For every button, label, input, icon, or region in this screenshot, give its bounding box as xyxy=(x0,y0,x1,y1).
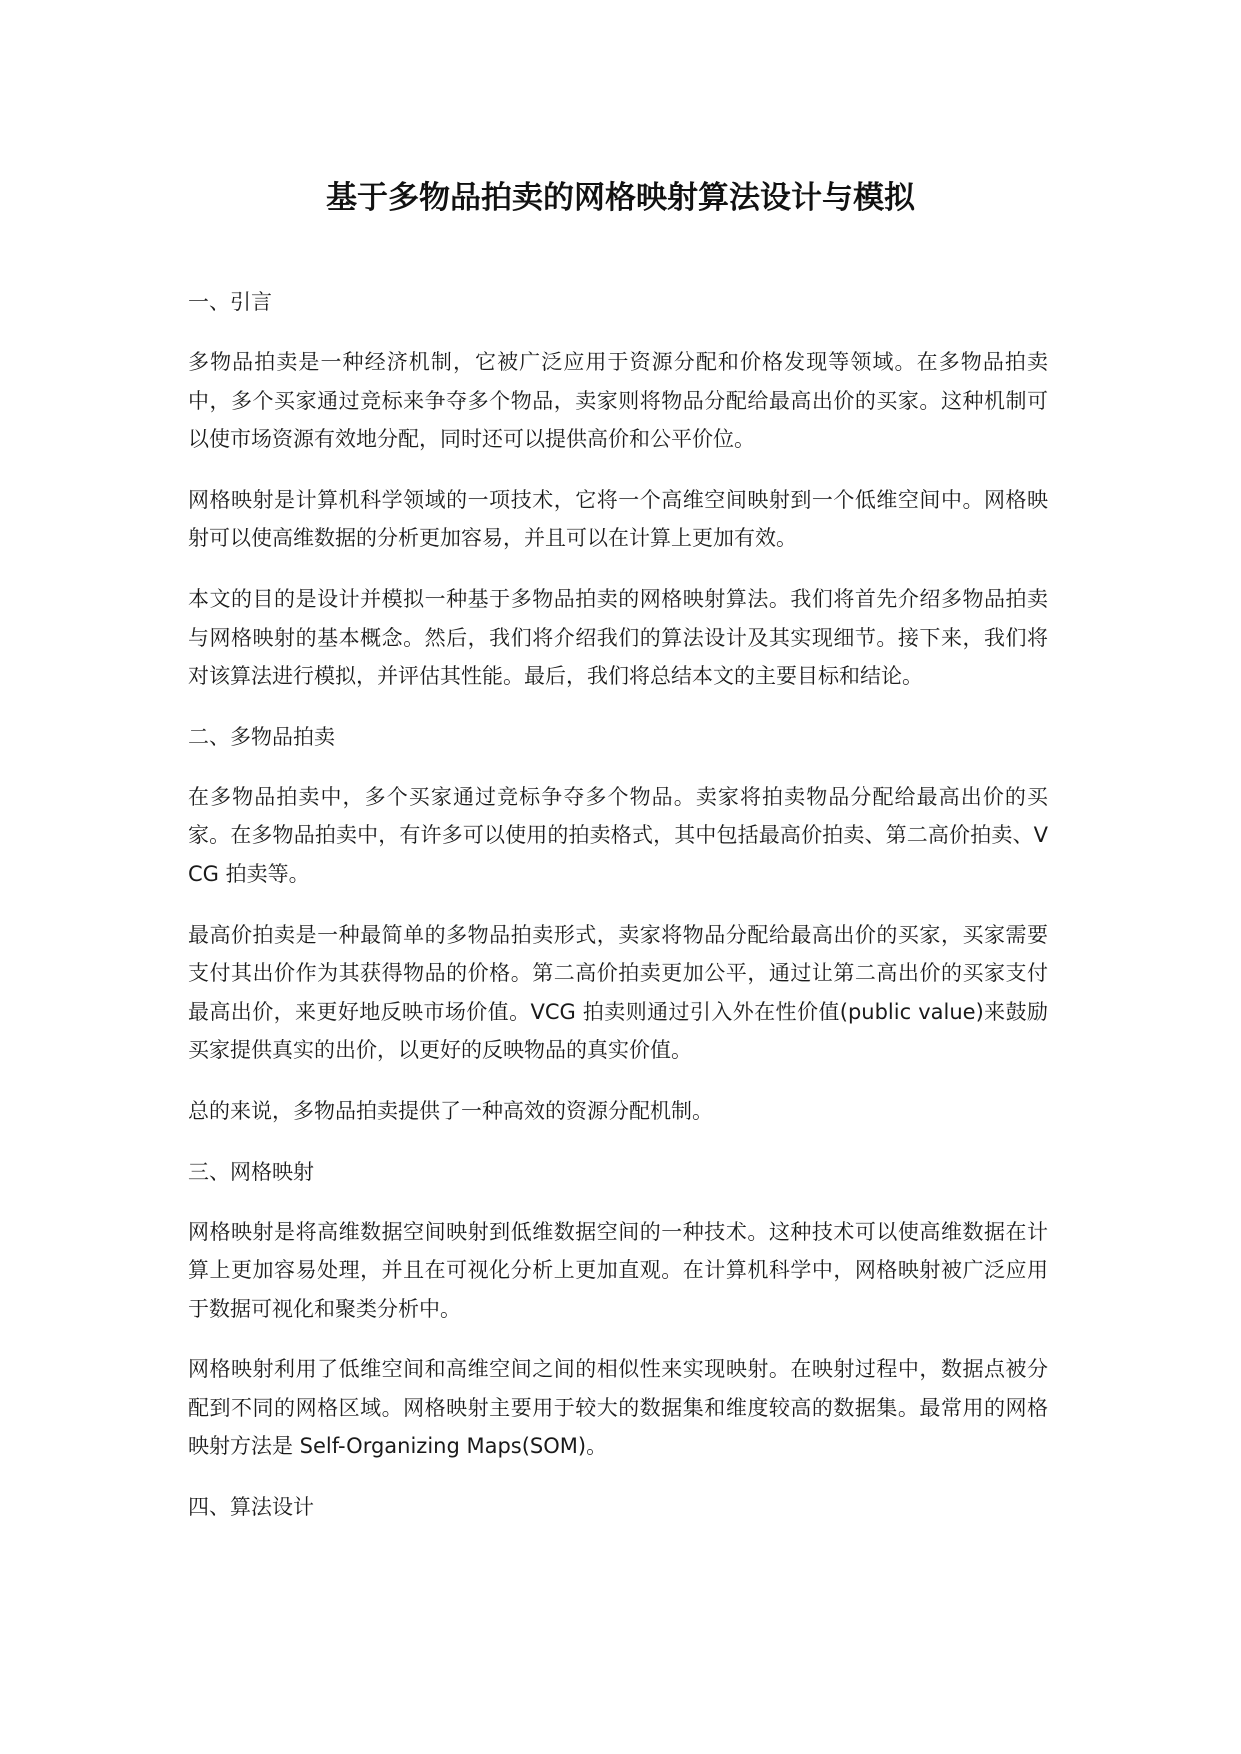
paragraph: 在多物品拍卖中，多个买家通过竞标争夺多个物品。卖家将拍卖物品分配给最高出价的买家。在多物品拍卖中，有许多可以使用的拍卖格式，其中包括最高价拍卖、第二高价拍卖、VCG 拍卖等。 xyxy=(188,784,1048,886)
paragraph: 最高价拍卖是一种最简单的多物品拍卖形式，卖家将物品分配给最高出价的买家，买家需要支付其出价作为其获得物品的价格。第二高价拍卖更加公平，通过让第二高出价的买家支付最高出价，来更好地反映市场价值。VCG 拍卖则通过引入外在性价值(public value)来鼓励买家提供真实的出价，以更好的反映物品的真实价值。 xyxy=(188,922,1048,1063)
paragraph: 网格映射是计算机科学领域的一项技术，它将一个高维空间映射到一个低维空间中。网格映射可以使高维数据的分析更加容易，并且可以在计算上更加有效。 xyxy=(188,487,1048,551)
paragraph: 网格映射是将高维数据空间映射到低维数据空间的一种技术。这种技术可以使高维数据在计算上更加容易处理，并且在可视化分析上更加直观。在计算机科学中，网格映射被广泛应用于数据可视化和聚类分析中。 xyxy=(188,1219,1048,1321)
section-heading: 二、多物品拍卖 xyxy=(188,724,335,749)
section-heading: 三、网格映射 xyxy=(188,1159,314,1184)
paragraph: 多物品拍卖是一种经济机制，它被广泛应用于资源分配和价格发现等领域。在多物品拍卖中，多个买家通过竞标来争夺多个物品，卖家则将物品分配给最高出价的买家。这种机制可以使市场资源有效地分配，同时还可以提供高价和公平价位。 xyxy=(188,350,1048,452)
document-title: 基于多物品拍卖的网格映射算法设计与模拟 xyxy=(326,180,915,216)
section-heading: 四、算法设计 xyxy=(188,1495,314,1520)
paragraph: 本文的目的是设计并模拟一种基于多物品拍卖的网格映射算法。我们将首先介绍多物品拍卖与网格映射的基本概念。然后，我们将介绍我们的算法设计及其实现细节。接下来，我们将对该算法进行模拟，并评估其性能。最后，我们将总结本文的主要目标和结论。 xyxy=(188,586,1048,689)
paragraph: 网格映射利用了低维空间和高维空间之间的相似性来实现映射。在映射过程中，数据点被分配到不同的网格区域。网格映射主要用于较大的数据集和维度较高的数据集。最常用的网格映射方法是 Self-Organizing Maps(SOM)。 xyxy=(188,1357,1048,1459)
document-body xyxy=(188,283,1048,1548)
section-heading: 一、引言 xyxy=(188,290,272,314)
paragraph: 总的来说，多物品拍卖提供了一种高效的资源分配机制。 xyxy=(188,1098,713,1123)
